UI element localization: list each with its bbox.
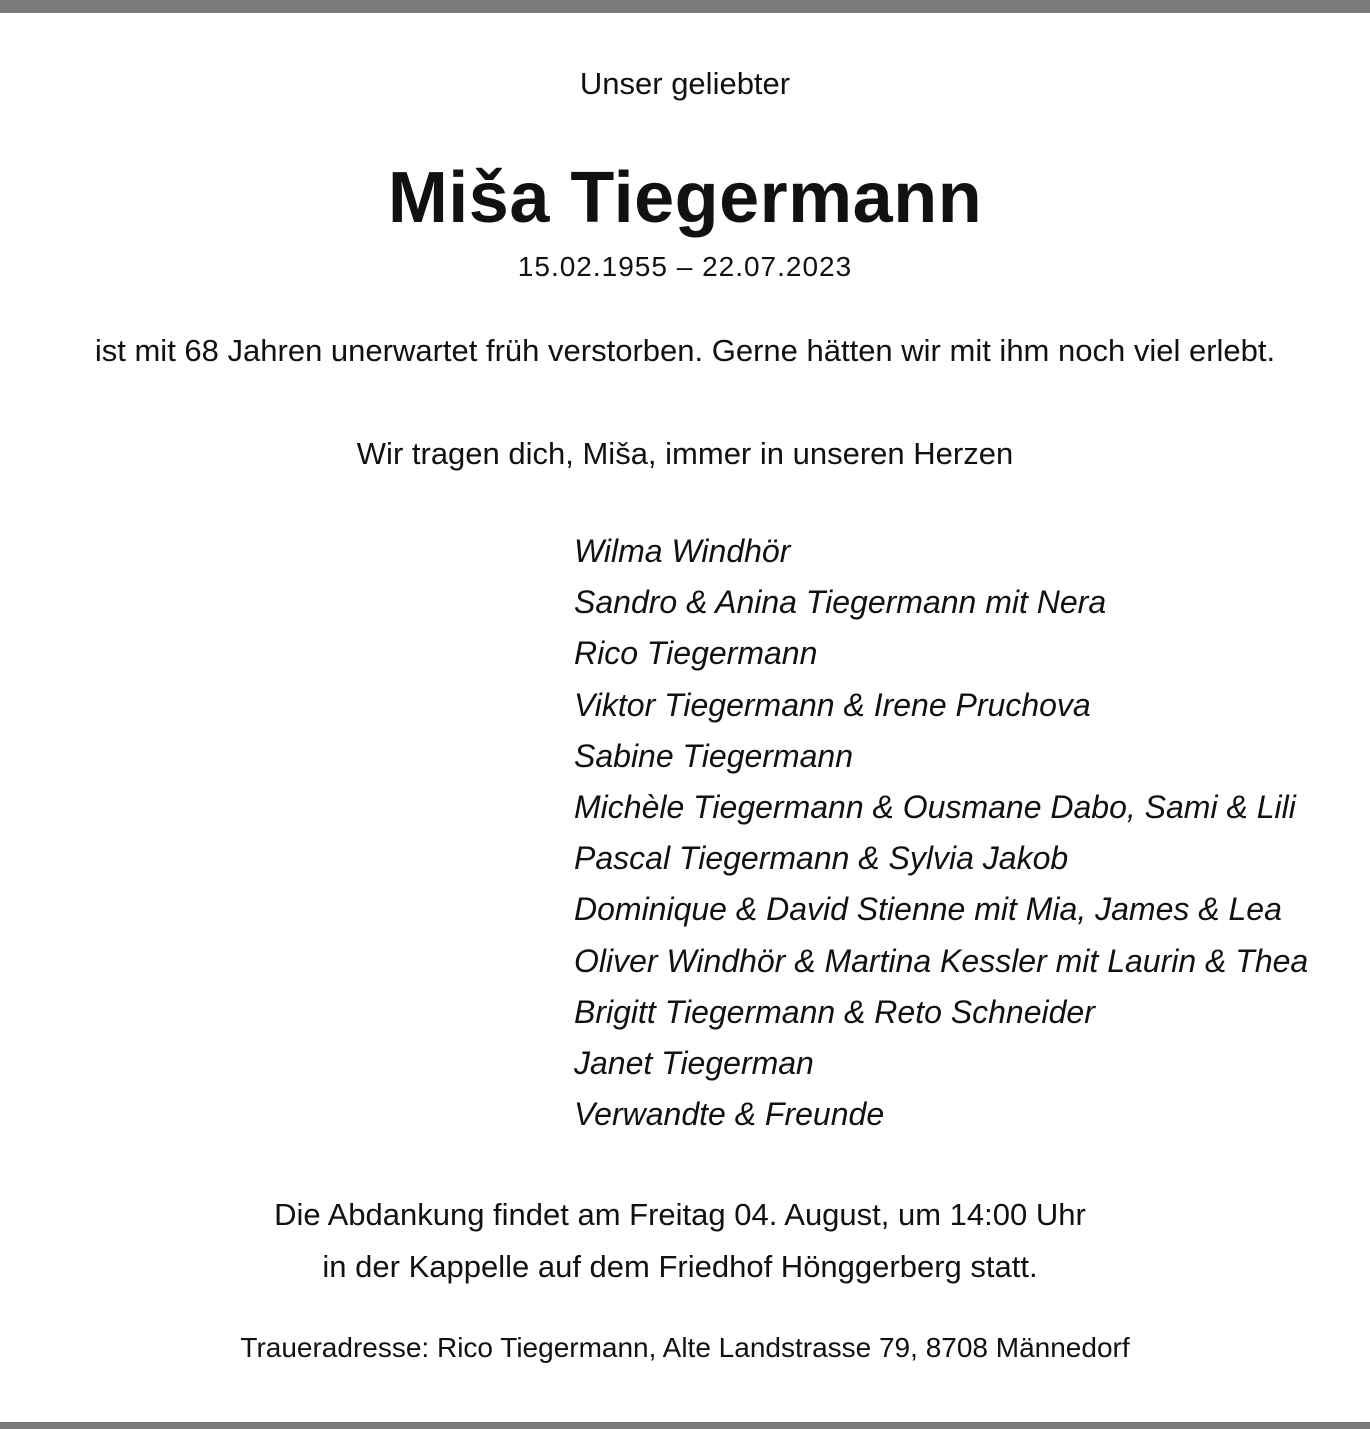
ceremony-info — [0, 1189, 1360, 1293]
mourner-item: Janet Tiegerman — [574, 1044, 814, 1081]
bottom-border-rule — [0, 1422, 1370, 1429]
mourner-item: Viktor Tiegermann & Irene Pruchova — [574, 686, 1091, 723]
death-message: ist mit 68 Jahren unerwartet früh verstorben. Gerne hätten wir mit ihm noch viel erlebt. — [94, 333, 1276, 368]
mourner-item: Pascal Tiegermann & Sylvia Jakob — [574, 840, 1069, 877]
mourning-address: Traueradresse: Rico Tiegermann, Alte Landstrasse 79, 8708 Männedorf — [240, 1332, 1130, 1363]
mourner-item: Verwandte & Freunde — [574, 1096, 885, 1133]
farewell-text: Wir tragen dich, Miša, immer in unseren Herzen — [356, 436, 1014, 471]
top-border-rule — [0, 0, 1370, 13]
mourner-item: Wilma Windhör — [574, 533, 791, 569]
mourners-list — [574, 526, 1308, 1140]
deceased-name: Miša Tiegermann — [387, 158, 983, 238]
mourner-item: Rico Tiegermann — [574, 635, 818, 672]
ceremony-line-2: in der Kappelle auf dem Friedhof Hönggerberg statt. — [322, 1249, 1038, 1284]
mourner-item: Michèle Tiegermann & Ousmane Dabo, Sami & Lili — [574, 788, 1296, 825]
mourner-item: Oliver Windhör & Martina Kessler mit Laurin & Thea — [574, 942, 1309, 979]
mourner-item: Brigitt Tiegermann & Reto Schneider — [574, 993, 1095, 1030]
intro-text: Unser geliebter — [579, 66, 791, 101]
mourner-item: Sandro & Anina Tiegermann mit Nera — [574, 584, 1107, 621]
life-dates: 15.02.1955 – 22.07.2023 — [517, 251, 853, 282]
ceremony-line-1: Die Abdankung findet am Freitag 04. August, um 14:00 Uhr — [274, 1197, 1086, 1232]
mourner-item: Dominique & David Stienne mit Mia, James & Lea — [574, 891, 1282, 928]
mourner-item: Sabine Tiegermann — [574, 737, 853, 774]
